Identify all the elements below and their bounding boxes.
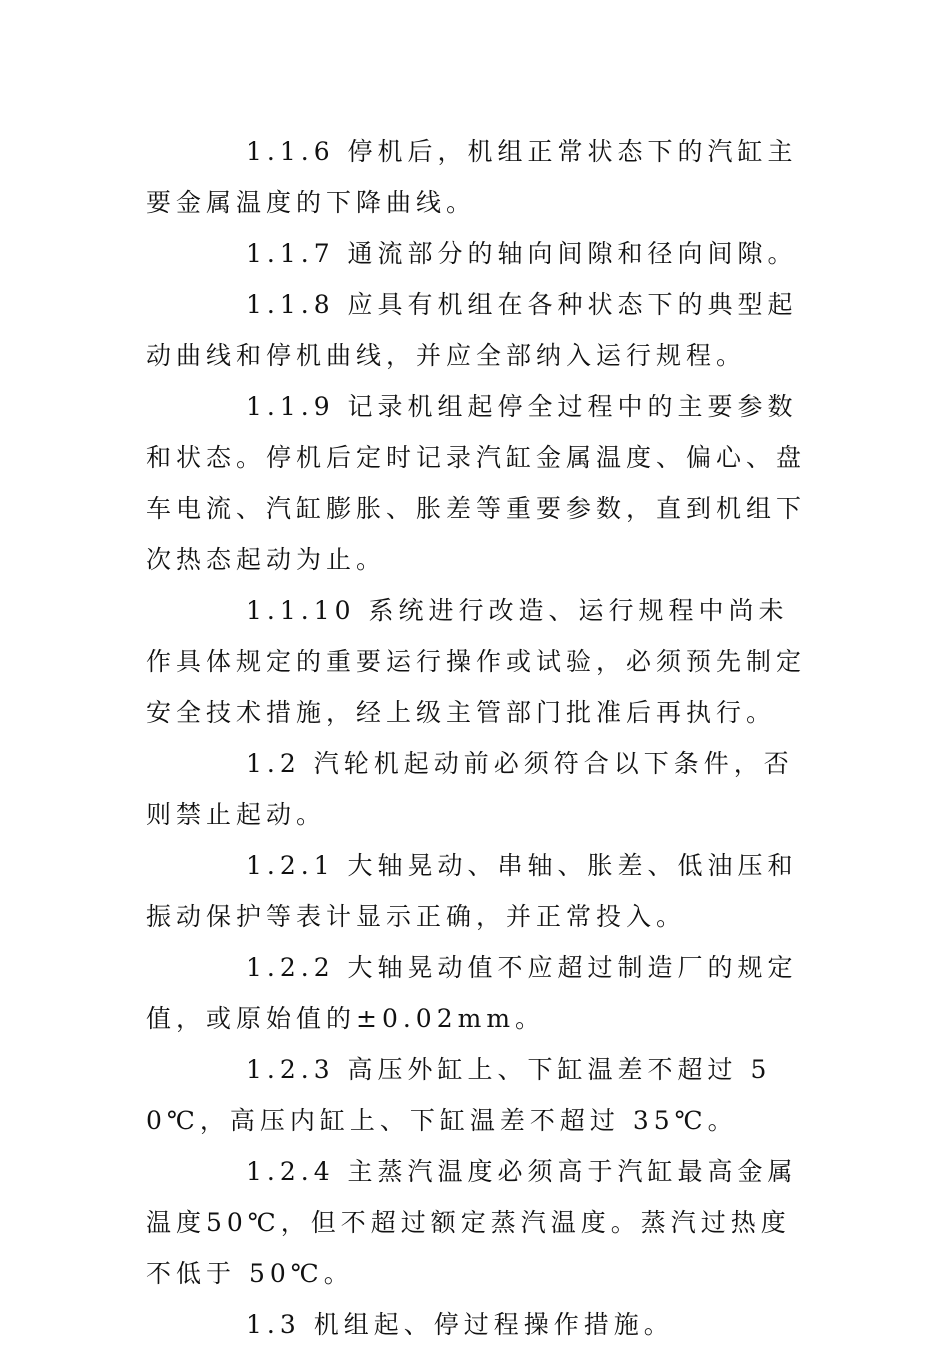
paragraph-1-1-10: 1.1.10 系统进行改造、运行规程中尚未作具体规定的重要运行操作或试验，必须预先制定安全技术措施，经上级主管部门批准后再执行。: [146, 596, 807, 727]
paragraph-1-1-7: 1.1.7 通流部分的轴向间隙和径向间隙。: [246, 239, 798, 268]
paragraph-1-2-2: 1.2.2 大轴晃动值不应超过制造厂的规定值，或原始值的±0.02mm。: [146, 953, 798, 1033]
paragraph-1-2-1: 1.2.1 大轴晃动、串轴、胀差、低油压和振动保护等表计显示正确，并正常投入。: [146, 851, 798, 931]
paragraph-1-1-6: 1.1.6 停机后，机组正常状态下的汽缸主要金属温度的下降曲线。: [146, 137, 798, 217]
document-body: [146, 126, 818, 1350]
paragraph-1-3: 1.3 机组起、停过程操作措施。: [246, 1310, 674, 1339]
paragraph-1-1-8: 1.1.8 应具有机组在各种状态下的典型起动曲线和停机曲线，并应全部纳入运行规程。: [146, 290, 798, 370]
paragraph-1-2-3: 1.2.3 高压外缸上、下缸温差不超过 50℃，高压内缸上、下缸温差不超过 35℃。: [146, 1055, 772, 1135]
paragraph-1-2-4: 1.2.4 主蒸汽温度必须高于汽缸最高金属温度50℃，但不超过额定蒸汽温度。蒸汽过热度不低于 50℃。: [146, 1157, 798, 1288]
paragraph-1-1-9: 1.1.9 记录机组起停全过程中的主要参数和状态。停机后定时记录汽缸金属温度、偏心、盘车电流、汽缸膨胀、胀差等重要参数，直到机组下次热态起动为止。: [146, 392, 807, 574]
paragraph-1-2: 1.2 汽轮机起动前必须符合以下条件，否则禁止起动。: [146, 749, 794, 829]
